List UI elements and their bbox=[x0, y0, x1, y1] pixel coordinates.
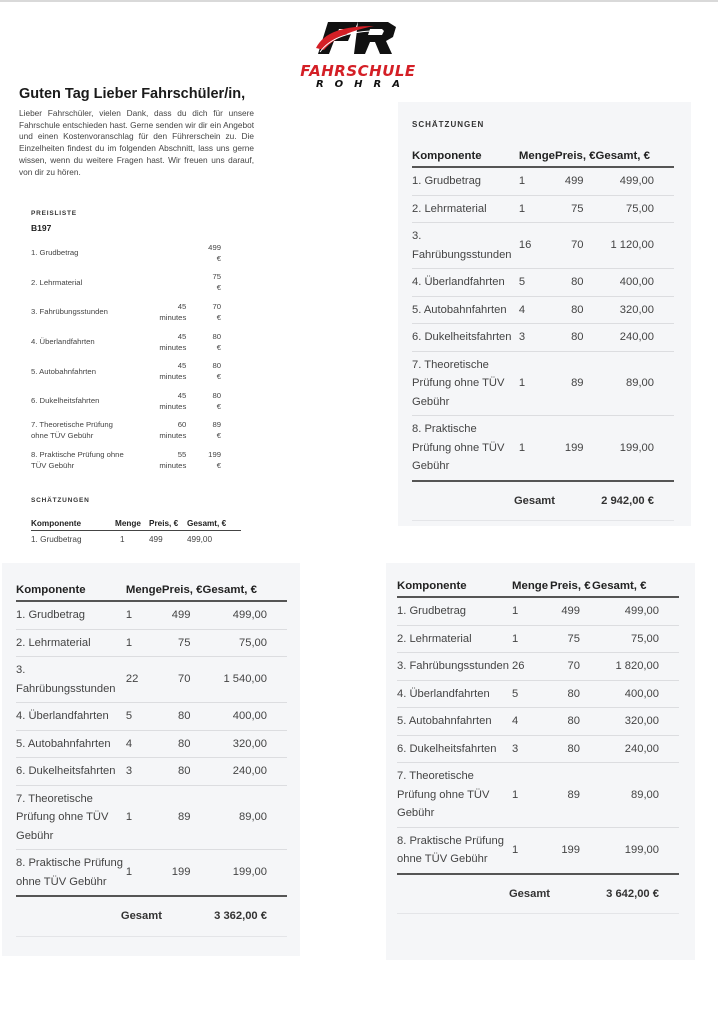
item-duration bbox=[131, 301, 187, 323]
price-list-item bbox=[31, 297, 221, 327]
cell-price: 80 bbox=[162, 730, 203, 758]
cell-price: 89 bbox=[162, 785, 203, 850]
cell-qty: 4 bbox=[126, 730, 162, 758]
cell-name: 2. Lehrmaterial bbox=[412, 195, 519, 223]
cell-name: 6. Dukelheitsfahrten bbox=[397, 735, 512, 763]
cell-total: 320,00 bbox=[202, 730, 287, 758]
table-row bbox=[16, 657, 287, 703]
price-list-item bbox=[31, 356, 221, 386]
item-name: 3. Fahrübungsstunden bbox=[31, 307, 108, 317]
header-komponente: Komponente bbox=[412, 150, 519, 167]
item-price bbox=[186, 331, 221, 353]
cell-name: 2. Lehrmaterial bbox=[397, 625, 512, 653]
header-preis: Preis, € bbox=[555, 150, 596, 167]
header-menge: Menge bbox=[519, 150, 555, 167]
cell-total: 499,00 bbox=[187, 535, 213, 544]
cell-qty: 4 bbox=[519, 296, 555, 324]
table-row bbox=[412, 195, 674, 223]
cell-price: 80 bbox=[555, 324, 596, 352]
top-divider bbox=[0, 0, 718, 2]
estimate-table-1 bbox=[412, 150, 674, 521]
estimate-label: SCHÄTZUNGEN bbox=[412, 120, 485, 129]
item-duration bbox=[131, 419, 187, 441]
total-value: 3 642,00 € bbox=[550, 874, 679, 914]
cell-qty: 1 bbox=[512, 827, 550, 874]
cell-name: 8. Praktische Prüfung ohne TÜV Gebühr bbox=[412, 416, 519, 481]
total-label: Gesamt bbox=[16, 896, 162, 936]
intro-paragraph: Lieber Fahrschüler, vielen Dank, dass du dich für unsere Fahrschule entschieden hast. Gerne senden wir dir ein Angebot und einen Kostenvoranschlag für den Führerschein zu. Die Einzelheiten findest du im folgenden Abschnitt, lass uns gerne wissen, wenn du weitere Fragen hast. Wir freuen uns darauf, von dir zu hören. bbox=[19, 108, 254, 177]
table-row bbox=[412, 296, 674, 324]
duration-value: 45 bbox=[177, 390, 187, 400]
cell-name: 1. Grudbetrag bbox=[16, 601, 126, 629]
cell-qty: 3 bbox=[512, 735, 550, 763]
table-row bbox=[16, 758, 287, 786]
cell-price: 499 bbox=[550, 597, 592, 625]
cell-name: 5. Autobahnfahrten bbox=[16, 730, 126, 758]
cell-total: 240,00 bbox=[202, 758, 287, 786]
cell-total: 320,00 bbox=[596, 296, 674, 324]
table-row bbox=[31, 531, 241, 545]
cell-qty: 1 bbox=[519, 416, 555, 481]
item-price bbox=[186, 419, 221, 441]
small-estimate-table bbox=[31, 519, 241, 544]
estimate-panel-2 bbox=[2, 563, 300, 956]
price-value: 75 bbox=[212, 272, 221, 282]
item-price bbox=[186, 390, 221, 412]
cell-name: 7. Theoretische Prüfung ohne TÜV Gebühr bbox=[16, 785, 126, 850]
small-estimate-label: SCHÄTZUNGEN bbox=[31, 497, 90, 504]
table-row bbox=[16, 601, 287, 629]
price-list-item bbox=[31, 238, 221, 268]
duration-value: 55 bbox=[177, 449, 187, 459]
duration-value: 45 bbox=[177, 331, 187, 341]
header-gesamt: Gesamt, € bbox=[596, 150, 674, 167]
cell-total: 240,00 bbox=[596, 324, 674, 352]
cell-name: 6. Dukelheitsfahrten bbox=[412, 324, 519, 352]
duration-unit: minutes bbox=[159, 401, 187, 411]
price-list-code: B197 bbox=[31, 223, 52, 233]
item-name: 4. Überlandfahrten bbox=[31, 337, 95, 347]
cell-name: 4. Überlandfahrten bbox=[412, 269, 519, 297]
total-row bbox=[397, 874, 679, 914]
table-row bbox=[397, 708, 679, 736]
cell-total: 1 540,00 bbox=[202, 657, 287, 703]
cell-qty: 22 bbox=[126, 657, 162, 703]
item-price bbox=[186, 242, 221, 264]
cell-name: 1. Grudbetrag bbox=[31, 535, 82, 544]
total-label: Gesamt bbox=[412, 481, 555, 521]
item-price bbox=[186, 301, 221, 323]
table-row bbox=[397, 653, 679, 681]
cell-total: 240,00 bbox=[592, 735, 679, 763]
cell-name: 3. Fahrübungsstunden bbox=[412, 223, 519, 269]
price-value: 80 bbox=[212, 361, 221, 371]
cell-name: 4. Überlandfahrten bbox=[397, 680, 512, 708]
header-gesamt: Gesamt, € bbox=[187, 519, 241, 531]
header-gesamt: Gesamt, € bbox=[592, 580, 679, 597]
cell-qty: 26 bbox=[512, 653, 550, 681]
header-menge: Menge bbox=[512, 580, 550, 597]
price-value: 70 bbox=[212, 301, 221, 311]
item-price bbox=[186, 449, 221, 471]
price-currency: € bbox=[216, 372, 221, 382]
cell-price: 499 bbox=[149, 535, 163, 544]
cell-price: 75 bbox=[555, 195, 596, 223]
cell-price: 80 bbox=[162, 758, 203, 786]
cell-name: 8. Praktische Prüfung ohne TÜV Gebühr bbox=[397, 827, 512, 874]
table-row bbox=[397, 735, 679, 763]
cell-qty: 16 bbox=[519, 223, 555, 269]
table-row bbox=[16, 850, 287, 897]
item-name: 5. Autobahnfahrten bbox=[31, 366, 96, 376]
price-value: 499 bbox=[208, 242, 221, 252]
cell-name: 1. Grudbetrag bbox=[397, 597, 512, 625]
cell-qty: 5 bbox=[512, 680, 550, 708]
cell-total: 199,00 bbox=[596, 416, 674, 481]
price-value: 199 bbox=[208, 449, 221, 459]
cell-price: 75 bbox=[550, 625, 592, 653]
item-name: 8. Praktische Prüfung ohne TÜV Gebühr bbox=[31, 449, 124, 470]
price-currency: € bbox=[216, 460, 221, 470]
logo-name: FAHRSCHULE bbox=[300, 62, 416, 80]
table-row bbox=[412, 269, 674, 297]
item-duration bbox=[131, 247, 187, 258]
cell-name: 4. Überlandfahrten bbox=[16, 703, 126, 731]
header-menge: Menge bbox=[115, 519, 149, 531]
cell-total: 400,00 bbox=[202, 703, 287, 731]
table-row bbox=[412, 223, 674, 269]
cell-total: 89,00 bbox=[592, 763, 679, 828]
cell-price: 89 bbox=[555, 351, 596, 416]
duration-value: 45 bbox=[177, 361, 187, 371]
cell-qty: 1 bbox=[512, 625, 550, 653]
table-row bbox=[397, 597, 679, 625]
cell-price: 89 bbox=[550, 763, 592, 828]
estimate-table-2 bbox=[16, 584, 287, 937]
item-name: 2. Lehrmaterial bbox=[31, 277, 83, 287]
cell-price: 199 bbox=[550, 827, 592, 874]
table-row bbox=[16, 703, 287, 731]
cell-price: 70 bbox=[555, 223, 596, 269]
item-price bbox=[186, 360, 221, 382]
total-row bbox=[412, 481, 674, 521]
table-row bbox=[412, 324, 674, 352]
item-duration bbox=[131, 449, 187, 471]
price-list-item bbox=[31, 386, 221, 416]
total-row bbox=[16, 896, 287, 936]
cell-price: 199 bbox=[555, 416, 596, 481]
cell-price: 70 bbox=[162, 657, 203, 703]
price-currency: € bbox=[216, 253, 221, 263]
table-row bbox=[412, 416, 674, 481]
logo-subtitle: ROHRA bbox=[315, 79, 411, 90]
total-value: 3 362,00 € bbox=[162, 896, 287, 936]
cell-price: 80 bbox=[550, 708, 592, 736]
estimate-panel-1 bbox=[398, 102, 691, 526]
table-row bbox=[397, 827, 679, 874]
cell-name: 6. Dukelheitsfahrten bbox=[16, 758, 126, 786]
duration-unit: minutes bbox=[159, 372, 187, 382]
cell-total: 75,00 bbox=[592, 625, 679, 653]
cell-price: 80 bbox=[550, 735, 592, 763]
cell-name: 7. Theoretische Prüfung ohne TÜV Gebühr bbox=[397, 763, 512, 828]
header-komponente: Komponente bbox=[31, 519, 115, 531]
item-name: 6. Dukelheitsfahrten bbox=[31, 396, 100, 406]
table-row bbox=[397, 763, 679, 828]
total-label: Gesamt bbox=[397, 874, 550, 914]
price-list bbox=[31, 238, 221, 475]
cell-total: 1 820,00 bbox=[592, 653, 679, 681]
cell-qty: 1 bbox=[512, 763, 550, 828]
header-preis: Preis, € bbox=[162, 584, 203, 601]
item-duration bbox=[131, 390, 187, 412]
price-list-item bbox=[31, 445, 221, 475]
duration-unit: minutes bbox=[159, 460, 187, 470]
logo bbox=[282, 18, 434, 94]
price-list-item bbox=[31, 268, 221, 298]
price-currency: € bbox=[216, 312, 221, 322]
price-list-item bbox=[31, 327, 221, 357]
table-row bbox=[397, 680, 679, 708]
cell-price: 80 bbox=[162, 703, 203, 731]
greeting-heading: Guten Tag Lieber Fahrschüler/in, bbox=[19, 86, 246, 102]
cell-price: 80 bbox=[555, 296, 596, 324]
item-price bbox=[186, 271, 221, 293]
price-value: 80 bbox=[212, 331, 221, 341]
estimate-panel-3 bbox=[386, 563, 695, 960]
cell-qty: 1 bbox=[519, 195, 555, 223]
cell-qty: 1 bbox=[512, 597, 550, 625]
cell-qty: 1 bbox=[126, 850, 162, 897]
cell-total: 199,00 bbox=[202, 850, 287, 897]
cell-total: 499,00 bbox=[202, 601, 287, 629]
cell-qty: 1 bbox=[120, 535, 125, 544]
cell-qty: 3 bbox=[126, 758, 162, 786]
cell-name: 2. Lehrmaterial bbox=[16, 629, 126, 657]
price-value: 80 bbox=[212, 390, 221, 400]
table-row bbox=[412, 351, 674, 416]
cell-total: 499,00 bbox=[592, 597, 679, 625]
table-row bbox=[16, 730, 287, 758]
cell-price: 75 bbox=[162, 629, 203, 657]
cell-name: 3. Fahrübungsstunden bbox=[397, 653, 512, 681]
table-row bbox=[16, 785, 287, 850]
cell-price: 499 bbox=[162, 601, 203, 629]
price-list-item bbox=[31, 416, 221, 446]
cell-price: 80 bbox=[555, 269, 596, 297]
header-preis: Preis, € bbox=[550, 580, 592, 597]
cell-qty: 5 bbox=[519, 269, 555, 297]
duration-unit: minutes bbox=[159, 431, 187, 441]
cell-qty: 5 bbox=[126, 703, 162, 731]
cell-qty: 4 bbox=[512, 708, 550, 736]
cell-name: 3. Fahrübungsstunden bbox=[16, 657, 126, 703]
price-currency: € bbox=[216, 431, 221, 441]
table-row bbox=[412, 167, 674, 195]
cell-name: 8. Praktische Prüfung ohne TÜV Gebühr bbox=[16, 850, 126, 897]
cell-total: 75,00 bbox=[202, 629, 287, 657]
total-value: 2 942,00 € bbox=[555, 481, 674, 521]
item-duration bbox=[131, 277, 187, 288]
cell-price: 80 bbox=[550, 680, 592, 708]
cell-total: 320,00 bbox=[592, 708, 679, 736]
cell-total: 1 120,00 bbox=[596, 223, 674, 269]
cell-name: 7. Theoretische Prüfung ohne TÜV Gebühr bbox=[412, 351, 519, 416]
cell-total: 499,00 bbox=[596, 167, 674, 195]
cell-qty: 1 bbox=[126, 785, 162, 850]
duration-value: 60 bbox=[177, 420, 187, 430]
cell-total: 89,00 bbox=[202, 785, 287, 850]
cell-qty: 3 bbox=[519, 324, 555, 352]
header-komponente: Komponente bbox=[397, 580, 512, 597]
item-duration bbox=[131, 331, 187, 353]
cell-name: 1. Grudbetrag bbox=[412, 167, 519, 195]
table-row bbox=[16, 629, 287, 657]
item-name: 7. Theoretische Prüfung ohne TÜV Gebühr bbox=[31, 420, 113, 441]
price-currency: € bbox=[216, 342, 221, 352]
cell-qty: 1 bbox=[126, 601, 162, 629]
cell-total: 89,00 bbox=[596, 351, 674, 416]
price-currency: € bbox=[216, 283, 221, 293]
cell-price: 199 bbox=[162, 850, 203, 897]
cell-total: 400,00 bbox=[596, 269, 674, 297]
cell-qty: 1 bbox=[126, 629, 162, 657]
cell-total: 75,00 bbox=[596, 195, 674, 223]
cell-total: 400,00 bbox=[592, 680, 679, 708]
duration-value: 45 bbox=[177, 301, 187, 311]
estimate-table-3 bbox=[397, 580, 679, 914]
duration-unit: minutes bbox=[159, 342, 187, 352]
item-duration bbox=[131, 360, 187, 382]
header-komponente: Komponente bbox=[16, 584, 126, 601]
price-list-label: PREISLISTE bbox=[31, 210, 77, 217]
table-row bbox=[397, 625, 679, 653]
header-preis: Preis, € bbox=[149, 519, 187, 531]
cell-name: 5. Autobahnfahrten bbox=[397, 708, 512, 736]
price-value: 89 bbox=[212, 420, 221, 430]
duration-unit: minutes bbox=[159, 312, 187, 322]
price-currency: € bbox=[216, 401, 221, 411]
cell-name: 5. Autobahnfahrten bbox=[412, 296, 519, 324]
header-menge: Menge bbox=[126, 584, 162, 601]
cell-price: 499 bbox=[555, 167, 596, 195]
header-gesamt: Gesamt, € bbox=[202, 584, 287, 601]
fr-monogram-icon bbox=[314, 18, 404, 58]
cell-total: 199,00 bbox=[592, 827, 679, 874]
cell-qty: 1 bbox=[519, 167, 555, 195]
item-name: 1. Grudbetrag bbox=[31, 248, 79, 258]
cell-price: 70 bbox=[550, 653, 592, 681]
cell-qty: 1 bbox=[519, 351, 555, 416]
